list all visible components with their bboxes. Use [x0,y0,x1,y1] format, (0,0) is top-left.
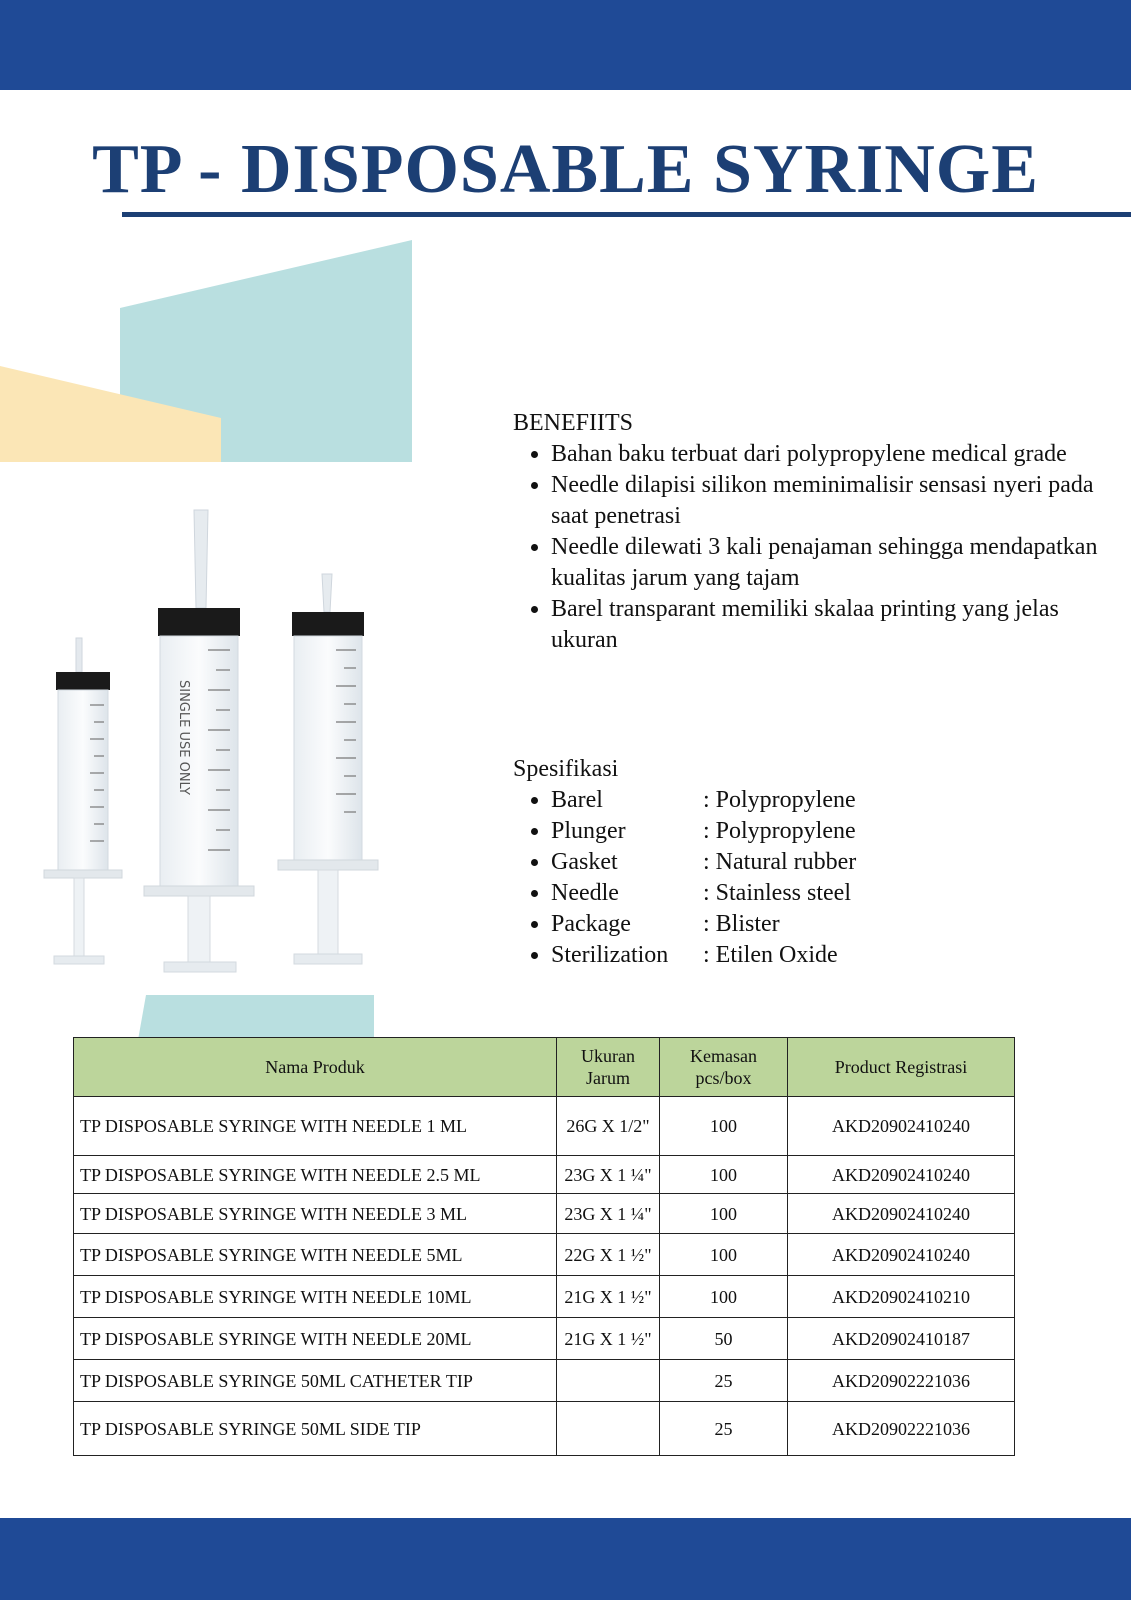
benefit-item: • Bahan baku terbuat dari polypropylene medical grade [551,439,1113,470]
column-header-product-name: Nama Produk [74,1038,557,1097]
product-name: TP DISPOSABLE SYRINGE WITH NEEDLE 2.5 ML [74,1156,557,1194]
benefit-item: • Barel transparant memiliki skalaa printing yang jelas ukuran [551,594,1113,656]
syringe-label: SINGLE USE ONLY [176,680,191,796]
teal-strip [138,995,374,1040]
registration-number: AKD20902410187 [788,1318,1015,1360]
needle-size: 22G X 1 ½" [557,1234,660,1276]
spec-label: Gasket [551,849,618,875]
spec-value: : Natural rubber [703,849,857,875]
product-name: TP DISPOSABLE SYRINGE WITH NEEDLE 20ML [74,1318,557,1360]
spec-value: : Polypropylene [703,787,856,813]
table-row [74,1097,1015,1156]
registration-number: AKD20902410240 [788,1194,1015,1234]
pack-quantity: 100 [660,1097,788,1156]
benefits-list [513,439,1113,656]
spec-value: : Etilen Oxide [703,942,838,968]
needle-size [557,1402,660,1456]
spec-item [551,785,1113,816]
spec-item [551,878,1113,909]
table-row [74,1360,1015,1402]
spec-item [551,816,1113,847]
product-name: TP DISPOSABLE SYRINGE WITH NEEDLE 5ML [74,1234,557,1276]
registration-number: AKD20902221036 [788,1360,1015,1402]
product-name: TP DISPOSABLE SYRINGE 50ML SIDE TIP [74,1402,557,1456]
needle-size: 23G X 1 ¼" [557,1194,660,1234]
table-row [74,1402,1015,1456]
spec-item [551,940,1113,971]
product-name: TP DISPOSABLE SYRINGE WITH NEEDLE 3 ML [74,1194,557,1234]
column-header-needle-size: Ukuran Jarum [557,1038,660,1097]
registration-number: AKD20902410210 [788,1276,1015,1318]
column-header-packaging: Kemasan pcs/box [660,1038,788,1097]
spec-value: : Stainless steel [703,880,851,906]
syringe-illustration [30,500,410,1000]
benefit-item: • Needle dilewati 3 kali penajaman sehingga mendapatkan kualitas jarum yang tajam [551,532,1113,594]
syringe-large [144,510,254,972]
spec-label: Barel [551,787,603,813]
pack-quantity: 25 [660,1402,788,1456]
spec-value: : Polypropylene [703,818,856,844]
syringe-medium [278,574,378,964]
needle-size: 21G X 1 ½" [557,1318,660,1360]
spec-label: Needle [551,880,619,906]
needle-size: 26G X 1/2" [557,1097,660,1156]
pack-quantity: 100 [660,1276,788,1318]
spec-value: : Blister [703,911,780,937]
table-row [74,1156,1015,1194]
table-row [74,1234,1015,1276]
bottom-banner [0,1518,1131,1600]
pack-quantity: 25 [660,1360,788,1402]
registration-number: AKD20902410240 [788,1097,1015,1156]
spec-label: Plunger [551,818,626,844]
specifications-heading: Spesifikasi [513,756,619,782]
table-row [74,1318,1015,1360]
table-header-row [74,1038,1015,1097]
spec-label: Package [551,911,631,937]
needle-size: 21G X 1 ½" [557,1276,660,1318]
table-row [74,1276,1015,1318]
pack-quantity: 100 [660,1194,788,1234]
product-name: TP DISPOSABLE SYRINGE WITH NEEDLE 1 ML [74,1097,557,1156]
syringe-small [44,638,122,964]
needle-size [557,1360,660,1402]
product-name: TP DISPOSABLE SYRINGE 50ML CATHETER TIP [74,1360,557,1402]
spec-label: Sterilization [551,942,669,968]
registration-number: AKD20902410240 [788,1234,1015,1276]
pack-quantity: 100 [660,1156,788,1194]
table-row [74,1194,1015,1234]
pack-quantity: 50 [660,1318,788,1360]
benefit-item: • Needle dilapisi silikon meminimalisir sensasi nyeri pada saat penetrasi [551,470,1113,532]
product-table [73,1037,1015,1456]
benefits-section [513,408,1113,656]
needle-size: 23G X 1 ¼" [557,1156,660,1194]
column-header-registration: Product Registrasi [788,1038,1015,1097]
registration-number: AKD20902221036 [788,1402,1015,1456]
page-title: TP - DISPOSABLE SYRINGE [92,131,1039,208]
specifications-section [513,754,1113,971]
spec-item [551,909,1113,940]
product-name: TP DISPOSABLE SYRINGE WITH NEEDLE 10ML [74,1276,557,1318]
registration-number: AKD20902410240 [788,1156,1015,1194]
pack-quantity: 100 [660,1234,788,1276]
specifications-list [513,785,1113,971]
benefits-heading: BENEFIITS [513,410,633,436]
spec-item [551,847,1113,878]
